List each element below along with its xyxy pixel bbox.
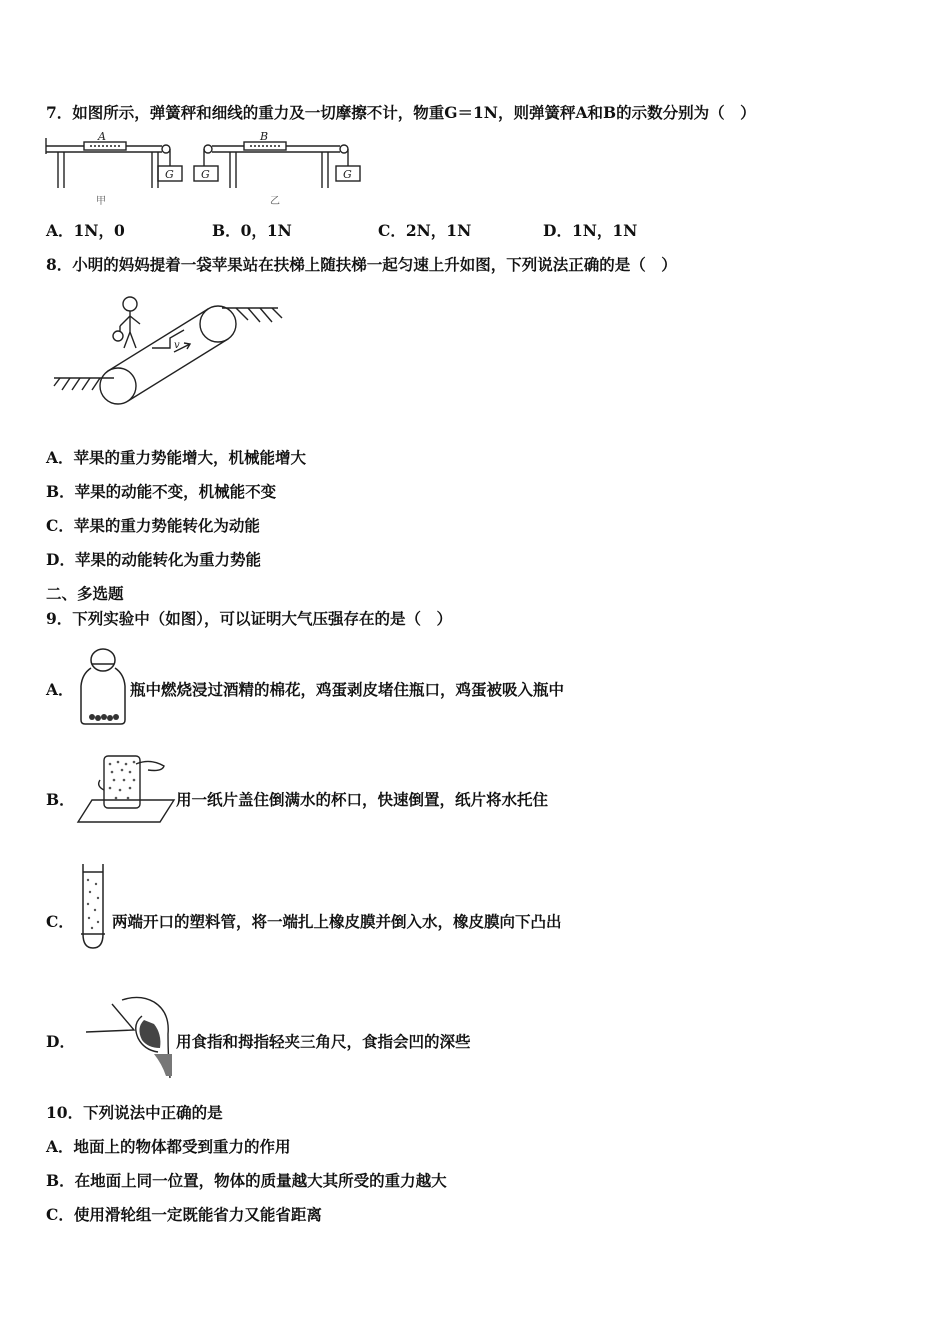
q7-option-d: D．1N，1N bbox=[543, 221, 638, 240]
q9-cup-paper-figure bbox=[76, 750, 176, 826]
q8-stem: 8．小明的妈妈提着一袋苹果站在扶梯上随扶梯一起匀速上升如图，下列说法正确的是（ ） bbox=[46, 255, 677, 274]
q8-option-d: D．苹果的动能转化为重力势能 bbox=[46, 550, 261, 569]
spring-label-a: A bbox=[98, 132, 106, 143]
q9-option-d-letter: D． bbox=[46, 1032, 75, 1051]
caption-jia: 甲 bbox=[96, 196, 106, 207]
q9-bottle-egg-figure bbox=[74, 644, 130, 726]
spring-label-b: B bbox=[260, 132, 269, 143]
weight-label-1: G bbox=[165, 168, 174, 181]
q9-option-b-text: 用一纸片盖住倒满水的杯口，快速倒置，纸片将水托住 bbox=[176, 790, 549, 809]
q7-stem: 7．如图所示，弹簧秤和细线的重力及一切摩擦不计，物重G＝1N，则弹簧秤A和B的示数分别为（ ） bbox=[46, 103, 756, 122]
q8-escalator-figure bbox=[52, 290, 284, 410]
q7-option-b: B．0，1N bbox=[212, 221, 292, 240]
weight-label-3: G bbox=[343, 168, 352, 181]
q7-option-a: A．1N，0 bbox=[46, 221, 125, 240]
q9-option-b-letter: B． bbox=[46, 790, 75, 809]
q9-option-a-letter: A． bbox=[46, 680, 74, 699]
q10-stem: 10．下列说法中正确的是 bbox=[46, 1103, 223, 1122]
q10-option-c: C．使用滑轮组一定既能省力又能省距离 bbox=[46, 1205, 322, 1224]
caption-yi: 乙 bbox=[270, 196, 280, 207]
q7-spring-scale-figure bbox=[44, 132, 374, 208]
q9-plastic-tube-figure bbox=[78, 860, 108, 952]
q9-option-c-text: 两端开口的塑料管，将一端扎上橡皮膜并倒入水，橡皮膜向下凸出 bbox=[112, 912, 562, 931]
q7-option-c: C．2N，1N bbox=[378, 221, 472, 240]
q10-option-a: A．地面上的物体都受到重力的作用 bbox=[46, 1137, 291, 1156]
q8-option-c: C．苹果的重力势能转化为动能 bbox=[46, 516, 260, 535]
q9-option-c-letter: C． bbox=[46, 912, 74, 931]
weight-label-2: G bbox=[201, 168, 210, 181]
q9-option-d-text: 用食指和拇指轻夹三角尺，食指会凹的深些 bbox=[176, 1032, 471, 1051]
q8-option-b: B．苹果的动能不变，机械能不变 bbox=[46, 482, 277, 501]
section-title: 二、多选题 bbox=[46, 584, 124, 603]
q9-fingers-triangle-figure bbox=[82, 994, 174, 1080]
q8-option-a: A．苹果的重力势能增大，机械能增大 bbox=[46, 448, 307, 467]
velocity-label: v bbox=[174, 340, 180, 351]
q9-stem: 9．下列实验中（如图），可以证明大气压强存在的是（ ） bbox=[46, 609, 453, 628]
q10-option-b: B．在地面上同一位置，物体的质量越大其所受的重力越大 bbox=[46, 1171, 447, 1190]
q9-option-a-text: 瓶中燃烧浸过酒精的棉花，鸡蛋剥皮堵住瓶口，鸡蛋被吸入瓶中 bbox=[130, 680, 565, 699]
